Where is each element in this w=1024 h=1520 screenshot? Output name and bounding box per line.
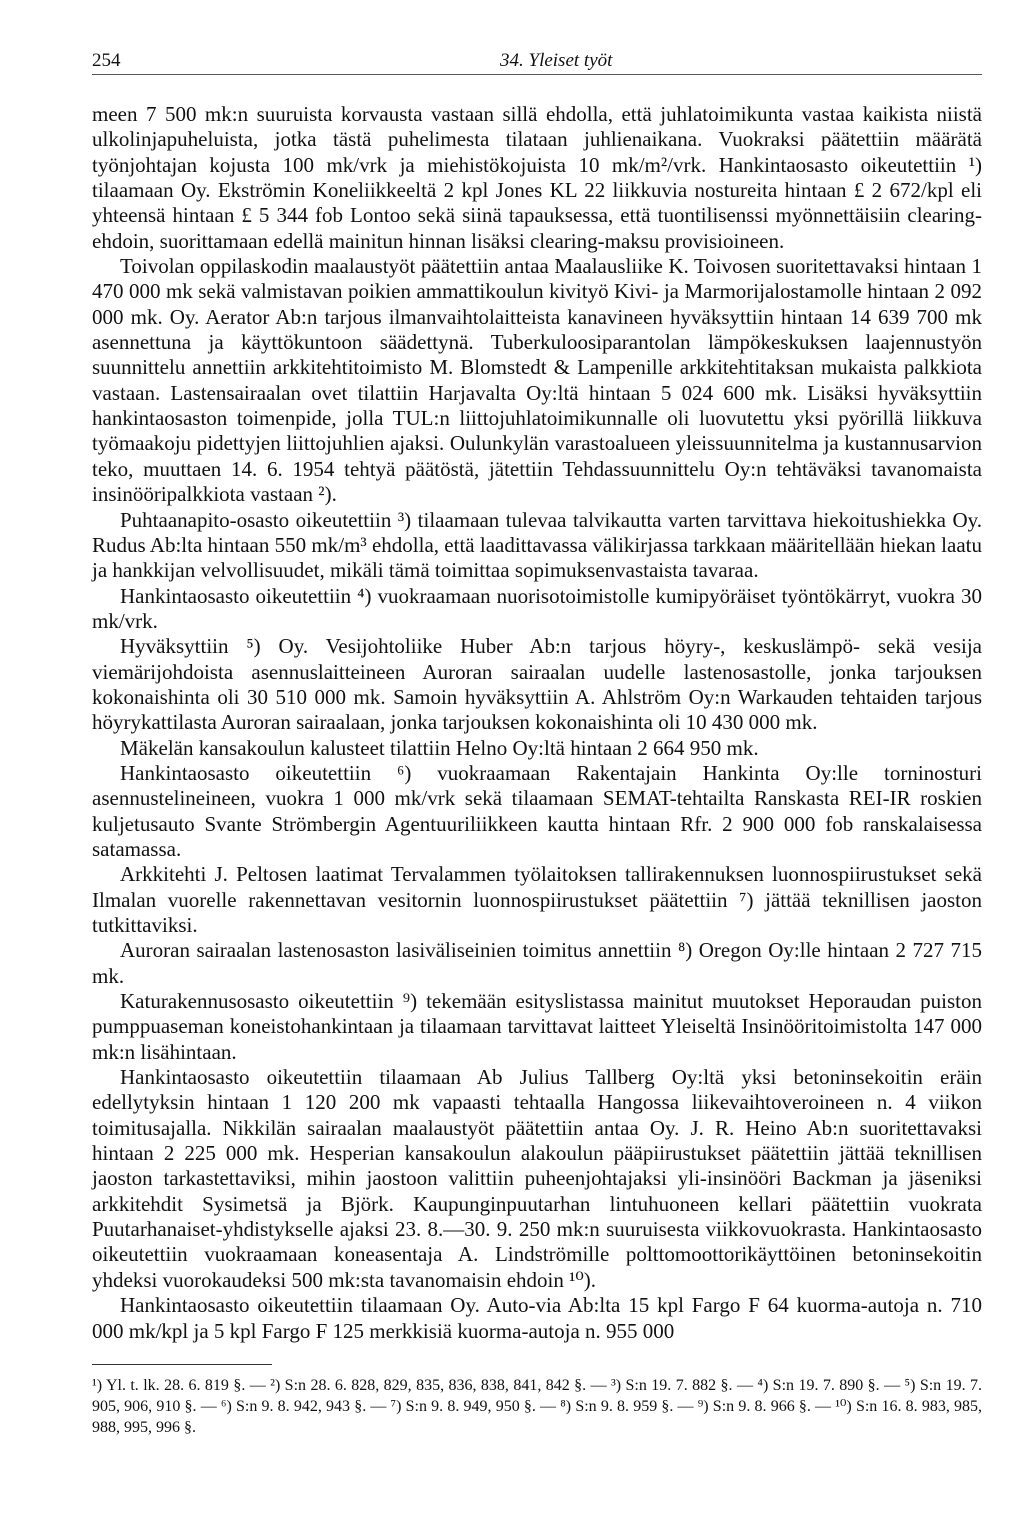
paragraph: Mäkelän kansakoulun kalusteet tilattiin Helno Oy:ltä hintaan 2 664 950 mk.	[120, 735, 759, 760]
page-header	[92, 40, 982, 75]
paragraph: meen 7 500 mk:n suuruista korvausta vastaan sillä ehdolla, että juhlatoimikunta vastaa kaikista niistä ulkolinjapuheluista, jotka tästä puhelimesta tilataan juhlienaikana. Vuokraksi päätettiin määrätä työnjohtajan kojusta 100 mk/vrk ja miehistökojuista 10 mk/m²/vrk. Hankintaosasto oikeutettiin ¹) tilaamaan Oy. Ekströmin Koneliikkeeltä 2 kpl Jones KL 22 liikkuvia nostureita hintaan £ 2 672/kpl eli yhteensä hintaan £ 5 344 fob Lontoo sekä siinä tapauksessa, että tuontilisenssi myönnettäisiin clearing-ehdoin, suorittamaan edellä mainitun hinnan lisäksi clearing-maksu provisioineen.	[92, 102, 982, 253]
paragraph: Hankintaosasto oikeutettiin ⁴) vuokraamaan nuorisotoimistolle kumipyöräiset työntökärryt, vuokra 30 mk/vrk.	[92, 583, 982, 633]
paragraph: Toivolan oppilaskodin maalaustyöt päätettiin antaa Maalausliike K. Toivosen suoritettavaksi hintaan 1 470 000 mk sekä valmistavan poikien ammattikoulun kivityö Kivi- ja Marmorijalostamolle hintaan 2 092 000 mk. Oy. Aerator Ab:n tarjous ilmanvaihtolaitteista kanavineen hyväksyttiin hintaan 14 639 700 mk asennettuna ja käyttökuntoon säädettynä. Tuberkuloosiparantolan lämpökeskuksen laajennustyön suunnittelu annettiin arkkitehtitoimisto M. Blomstedt & Lampenille arkkitehtitaksan mukaista palkkiota vastaan. Lastensairaalan ovet tilattiin Harjavalta Oy:ltä hintaan 5 024 600 mk. Lisäksi hyväksyttiin hankintaosaston toimenpide, jolla TUL:n liittojuhlatoimikunnalle oli luovutettu yksi pyörillä liikkuva työmaakoju pidettyjen liittojuhlien ajaksi. Oulunkylän varastoalueen yleissuunnitelma ja kustannusarvion teko, muuttaen 14. 6. 1954 tehtyä päätöstä, jätettiin Tehdassuunnittelu Oy:n tehtäväksi tavanomaista insinööripalkkiota vastaan ²).	[92, 254, 982, 507]
paragraph: Puhtaanapito-osasto oikeutettiin ³) tilaamaan tulevaa talvikautta varten tarvittava hiekoitushiekka Oy. Rudus Ab:lta hintaan 550 mk/m³ ehdolla, että laadittavassa välikirjassa tarkkaan määritellään hiekan laatu ja hankkijan velvollisuudet, mikäli tämä toimittaa sopimuksenvastaista tavaraa.	[92, 507, 982, 583]
footnote-text: ¹) Yl. t. lk. 28. 6. 819 §. — ²) S:n 28. 6. 828, 829, 835, 836, 838, 841, 842 §. — ³) S:n 19. 7. 882 §. — ⁴) S:n 19. 7. 890 §. — ⁵) S:n 19. 7. 905, 906, 910 §. — ⁶) S:n 9. 8. 942, 943 §. — ⁷) S:n 9. 8. 949, 950 §. — ⁸) S:n 9. 8. 959 §. — ⁹) S:n 9. 8. 966 §. — ¹⁰) S:n 16. 8. 983, 985, 988, 995, 996 §.	[92, 1376, 982, 1436]
paragraph: Hyväksyttiin ⁵) Oy. Vesijohtoliike Huber Ab:n tarjous höyry-, keskuslämpö- sekä vesija viemärijohdoista asennuslaitteineen Auroran sairaalan uudelle lastenosastolle, jonka tarjouksen kokonaishinta oli 30 510 000 mk. Samoin hyväksyttiin A. Ahlström Oy:n Warkauden tehtaiden tarjous höyrykattilasta Auroran sairaalaan, jonka tarjouksen kokonaishinta oli 10 430 000 mk.	[92, 634, 982, 735]
footnote-divider	[92, 1364, 272, 1365]
running-head: 34. Yleiset työt	[500, 50, 613, 71]
page-number: 254	[92, 50, 121, 71]
paragraph: Hankintaosasto oikeutettiin tilaamaan Ab Julius Tallberg Oy:ltä yksi betoninsekoitin eräin edellytyksin hintaan 1 120 200 mk vapaasti tehtaalla Hangossa liikevaihtoveroineen n. 4 viikon toimitusajalla. Nikkilän sairaalan maalaustyöt päätettiin antaa Oy. J. R. Heino Ab:n suoritettavaksi hintaan 2 225 000 mk. Hesperian kansakoulun alakoulun pääpiirustukset päätettiin jättää teknillisen jaoston tarkastettaviksi, mihin jaostoon valittiin puheenjohtajaksi yli-insinööri Backman ja jäseniksi arkkitehdit Sysimetsä ja Björk. Kaupunginpuutarhan lintuhuoneen kellari päätettiin vuokrata Puutarhanaiset-yhdistykselle ajaksi 23. 8.—30. 9. 250 mk:n suuruisesta viikkovuokrasta. Hankintaosasto oikeutettiin vuokraamaan koneasentaja A. Lindströmille polttomoottorikäyttöinen betoninsekoitin yhdeksi vuorokaudeksi 500 mk:sta tavanomaisin ehdoin ¹⁰).	[92, 1065, 982, 1292]
document-page	[92, 40, 982, 1438]
paragraph: Hankintaosasto oikeutettiin ⁶) vuokraamaan Rakentajain Hankinta Oy:lle torninosturi asennustelineineen, vuokra 1 000 mk/vrk sekä tilaamaan SEMAT-tehtailta Ranskasta REI-IR roskien kuljetusauto Svante Strömbergin Agentuuriliikkeen kautta hintaan Rfr. 2 900 000 fob ranskalaisessa satamassa.	[92, 760, 982, 861]
paragraph: Katurakennusosasto oikeutettiin ⁹) tekemään esityslistassa mainitut muutokset Heporaudan puiston pumppuaseman koneistohankintaan ja tilaamaan tarvittavat laitteet Yleiseltä Insinööritoimistolta 147 000 mk:n lisähintaan.	[92, 989, 982, 1064]
paragraph: Auroran sairaalan lastenosaston lasiväliseinien toimitus annettiin ⁸) Oregon Oy:lle hintaan 2 727 715 mk.	[92, 938, 982, 988]
body-text	[92, 102, 982, 1344]
paragraph: Arkkitehti J. Peltosen laatimat Tervalammen työlaitoksen tallirakennuksen luonnospiirustukset sekä Ilmalan vuorelle rakennettavan vesitornin luonnospiirustukset päätettiin ⁷) jättää teknillisen jaoston tutkittaviksi.	[92, 862, 982, 937]
paragraph: Hankintaosasto oikeutettiin tilaamaan Oy. Auto-via Ab:lta 15 kpl Fargo F 64 kuorma-autoja n. 710 000 mk/kpl ja 5 kpl Fargo F 125 merkkisiä kuorma-autoja n. 955 000	[92, 1293, 982, 1343]
footnotes	[92, 1375, 982, 1438]
